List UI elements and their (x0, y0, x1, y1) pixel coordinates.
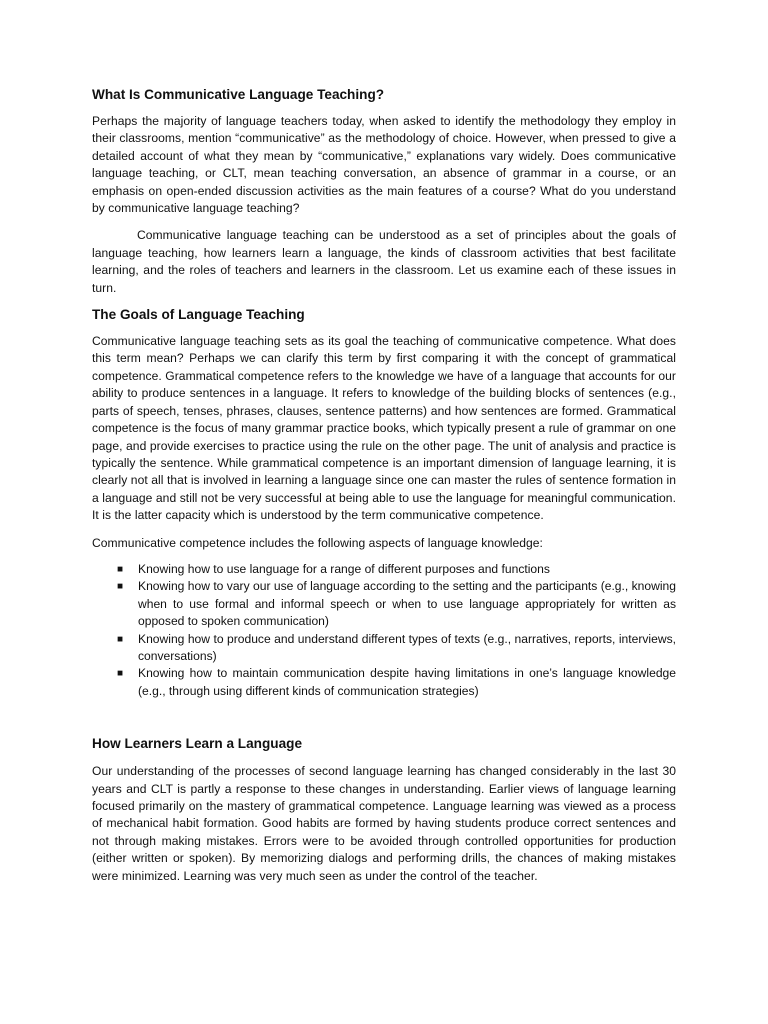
bullet-square-icon: ■ (116, 581, 124, 593)
section-heading-goals: The Goals of Language Teaching (92, 307, 305, 323)
bullet-item (92, 561, 676, 578)
paragraph-goals: Communicative language teaching sets as its goal the teaching of communicative competence. What does this term mean? Perhaps we can clarify this term by first comparing it with the concept of grammatical competence. Grammatical competence refers to the knowledge we have of a language that accounts for our ability to produce sentences in a language. It refers to knowledge of the building blocks of sentences (e.g., parts of speech, tenses, phrases, clauses, sentence patterns) and how sentences are formed. Grammatical competence is the focus of many grammar practice books, which typically present a rule of grammar on one page, and provide exercises to practice using the rule on the other page. The unit of analysis and practice is typically the sentence. While grammatical competence is an important dimension of language learning, it is clearly not all that is involved in learning a language since one can master the rules of sentence formation in a language and still not be very successful at being able to use the language for meaningful communication. It is the latter capacity which is understood by the term communicative competence. (92, 334, 676, 523)
bullet-item (92, 578, 676, 630)
paragraph-competence-intro: Communicative competence includes the following aspects of language knowledge: (92, 535, 543, 550)
bullet-square-icon: ■ (116, 563, 124, 575)
bullet-square-icon: ■ (116, 633, 124, 645)
bullet-item-text: Knowing how to produce and understand different types of texts (e.g., narratives, reports, interviews, conversations) (138, 631, 676, 663)
bullet-square-icon: ■ (116, 668, 124, 680)
section-heading-how-learners-learn: How Learners Learn a Language (92, 736, 303, 752)
bullet-item-text: Knowing how to vary our use of language according to the setting and the participants (e.g., knowing when to use formal and informal speech or when to use language appropriately for written as opposed to spoken communication) (138, 579, 676, 629)
document-page (92, 86, 676, 885)
competence-bullet-list (92, 561, 676, 700)
section-heading-what-is-clt: What Is Communicative Language Teaching? (92, 87, 385, 102)
bullet-item (92, 665, 676, 700)
bullet-item-text: Knowing how to maintain communication despite having limitations in one’s language knowledge (e.g., through using different kinds of communication strategies) (138, 666, 676, 698)
bullet-item-text: Knowing how to use language for a range of different purposes and functions (138, 561, 550, 576)
paragraph-clt-principles: Communicative language teaching can be understood as a set of principles about the goals of language teaching, how learners learn a language, the kinds of classroom activities that best facilitate learning, and the roles of teachers and learners in the classroom. Let us examine each of these issues in turn. (92, 228, 676, 295)
paragraph-intro: Perhaps the majority of language teachers today, when asked to identify the methodology they employ in their classrooms, mention “communicative” as the methodology of choice. However, when pressed to give a detailed account of what they mean by “communicative,” explanations vary widely. Does communicative language teaching, or CLT, mean teaching conversation, an absence of grammar in a course, or an emphasis on open-ended discussion activities as the main features of a course? What do you understand by communicative language teaching? (92, 114, 676, 216)
bullet-item (92, 631, 676, 666)
paragraph-learning-process: Our understanding of the processes of second language learning has changed considerably in the last 30 years and CLT is partly a response to these changes in understanding. Earlier views of language learning focused primarily on the mastery of grammatical competence. Language learning was viewed as a process of mechanical habit formation. Good habits are formed by having students produce correct sentences and not through making mistakes. Errors were to be avoided through controlled opportunities for production (either written or spoken). By memorizing dialogs and performing drills, the chances of making mistakes were minimized. Learning was very much seen as under the control of the teacher. (92, 764, 676, 883)
